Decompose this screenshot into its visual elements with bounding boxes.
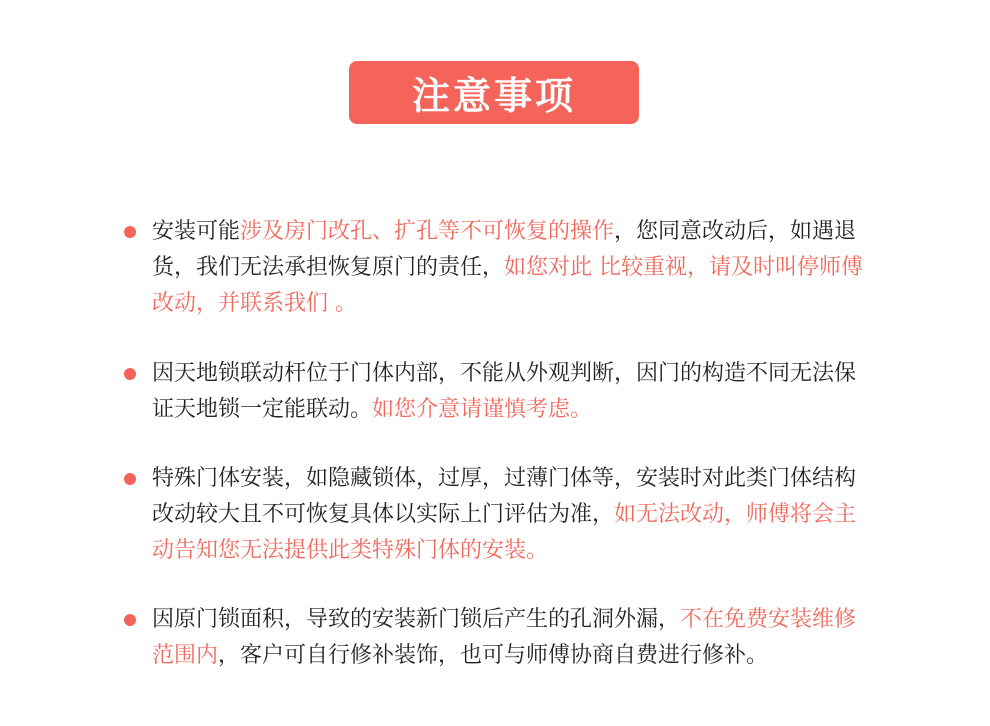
notice-item-1 (124, 214, 864, 322)
notice-segment: 特殊门体安装，如隐藏锁体，过厚，过薄门体等，安装时对此类门体结构改动较大且不可恢复具体以实际上门评估为准， (152, 466, 857, 527)
title-badge (349, 61, 639, 124)
notice-segment: 因天地锁联动杆位于门体内部，不能从外观判断，因门的构造不同无法保证天地锁一定能联动。 (152, 361, 857, 422)
bullet-dot-icon (124, 368, 136, 380)
notice-text (152, 356, 864, 428)
notice-highlight: 如无法改动，师傅将会主动告知您无法提供此类特殊门体的安装。 (152, 502, 857, 563)
bullet-dot-icon (124, 473, 136, 485)
notice-text (152, 602, 864, 674)
notice-segment: 安装可能 (152, 219, 241, 244)
notice-item-4 (124, 602, 864, 674)
notice-highlight: 不在免费安装维修范围内 (152, 607, 857, 668)
notice-highlight: 如您介意请谨慎考虑。 (372, 397, 593, 422)
notice-item-3 (124, 461, 864, 569)
notice-text (152, 214, 864, 322)
notice-segment: 因原门锁面积，导致的安装新门锁后产生的孔洞外漏， (152, 607, 681, 632)
notice-highlight: 如您对此 比较重视，请及时叫停师傅改动，并联系我们 。 (152, 255, 864, 316)
notice-item-2 (124, 356, 864, 428)
notice-segment: ，您同意改动后，如遇退货，我们无法承担恢复原门的责任， (152, 219, 857, 280)
page-title: 注意事项 (411, 74, 576, 118)
notice-segment: ，客户可自行修补装饰，也可与师傅协商自费进行修补。 (218, 643, 769, 668)
notice-text (152, 461, 864, 569)
bullet-dot-icon (124, 226, 136, 238)
bullet-dot-icon (124, 614, 136, 626)
notice-highlight: 涉及房门改孔、扩孔等不可恢复的操作 (240, 219, 615, 244)
